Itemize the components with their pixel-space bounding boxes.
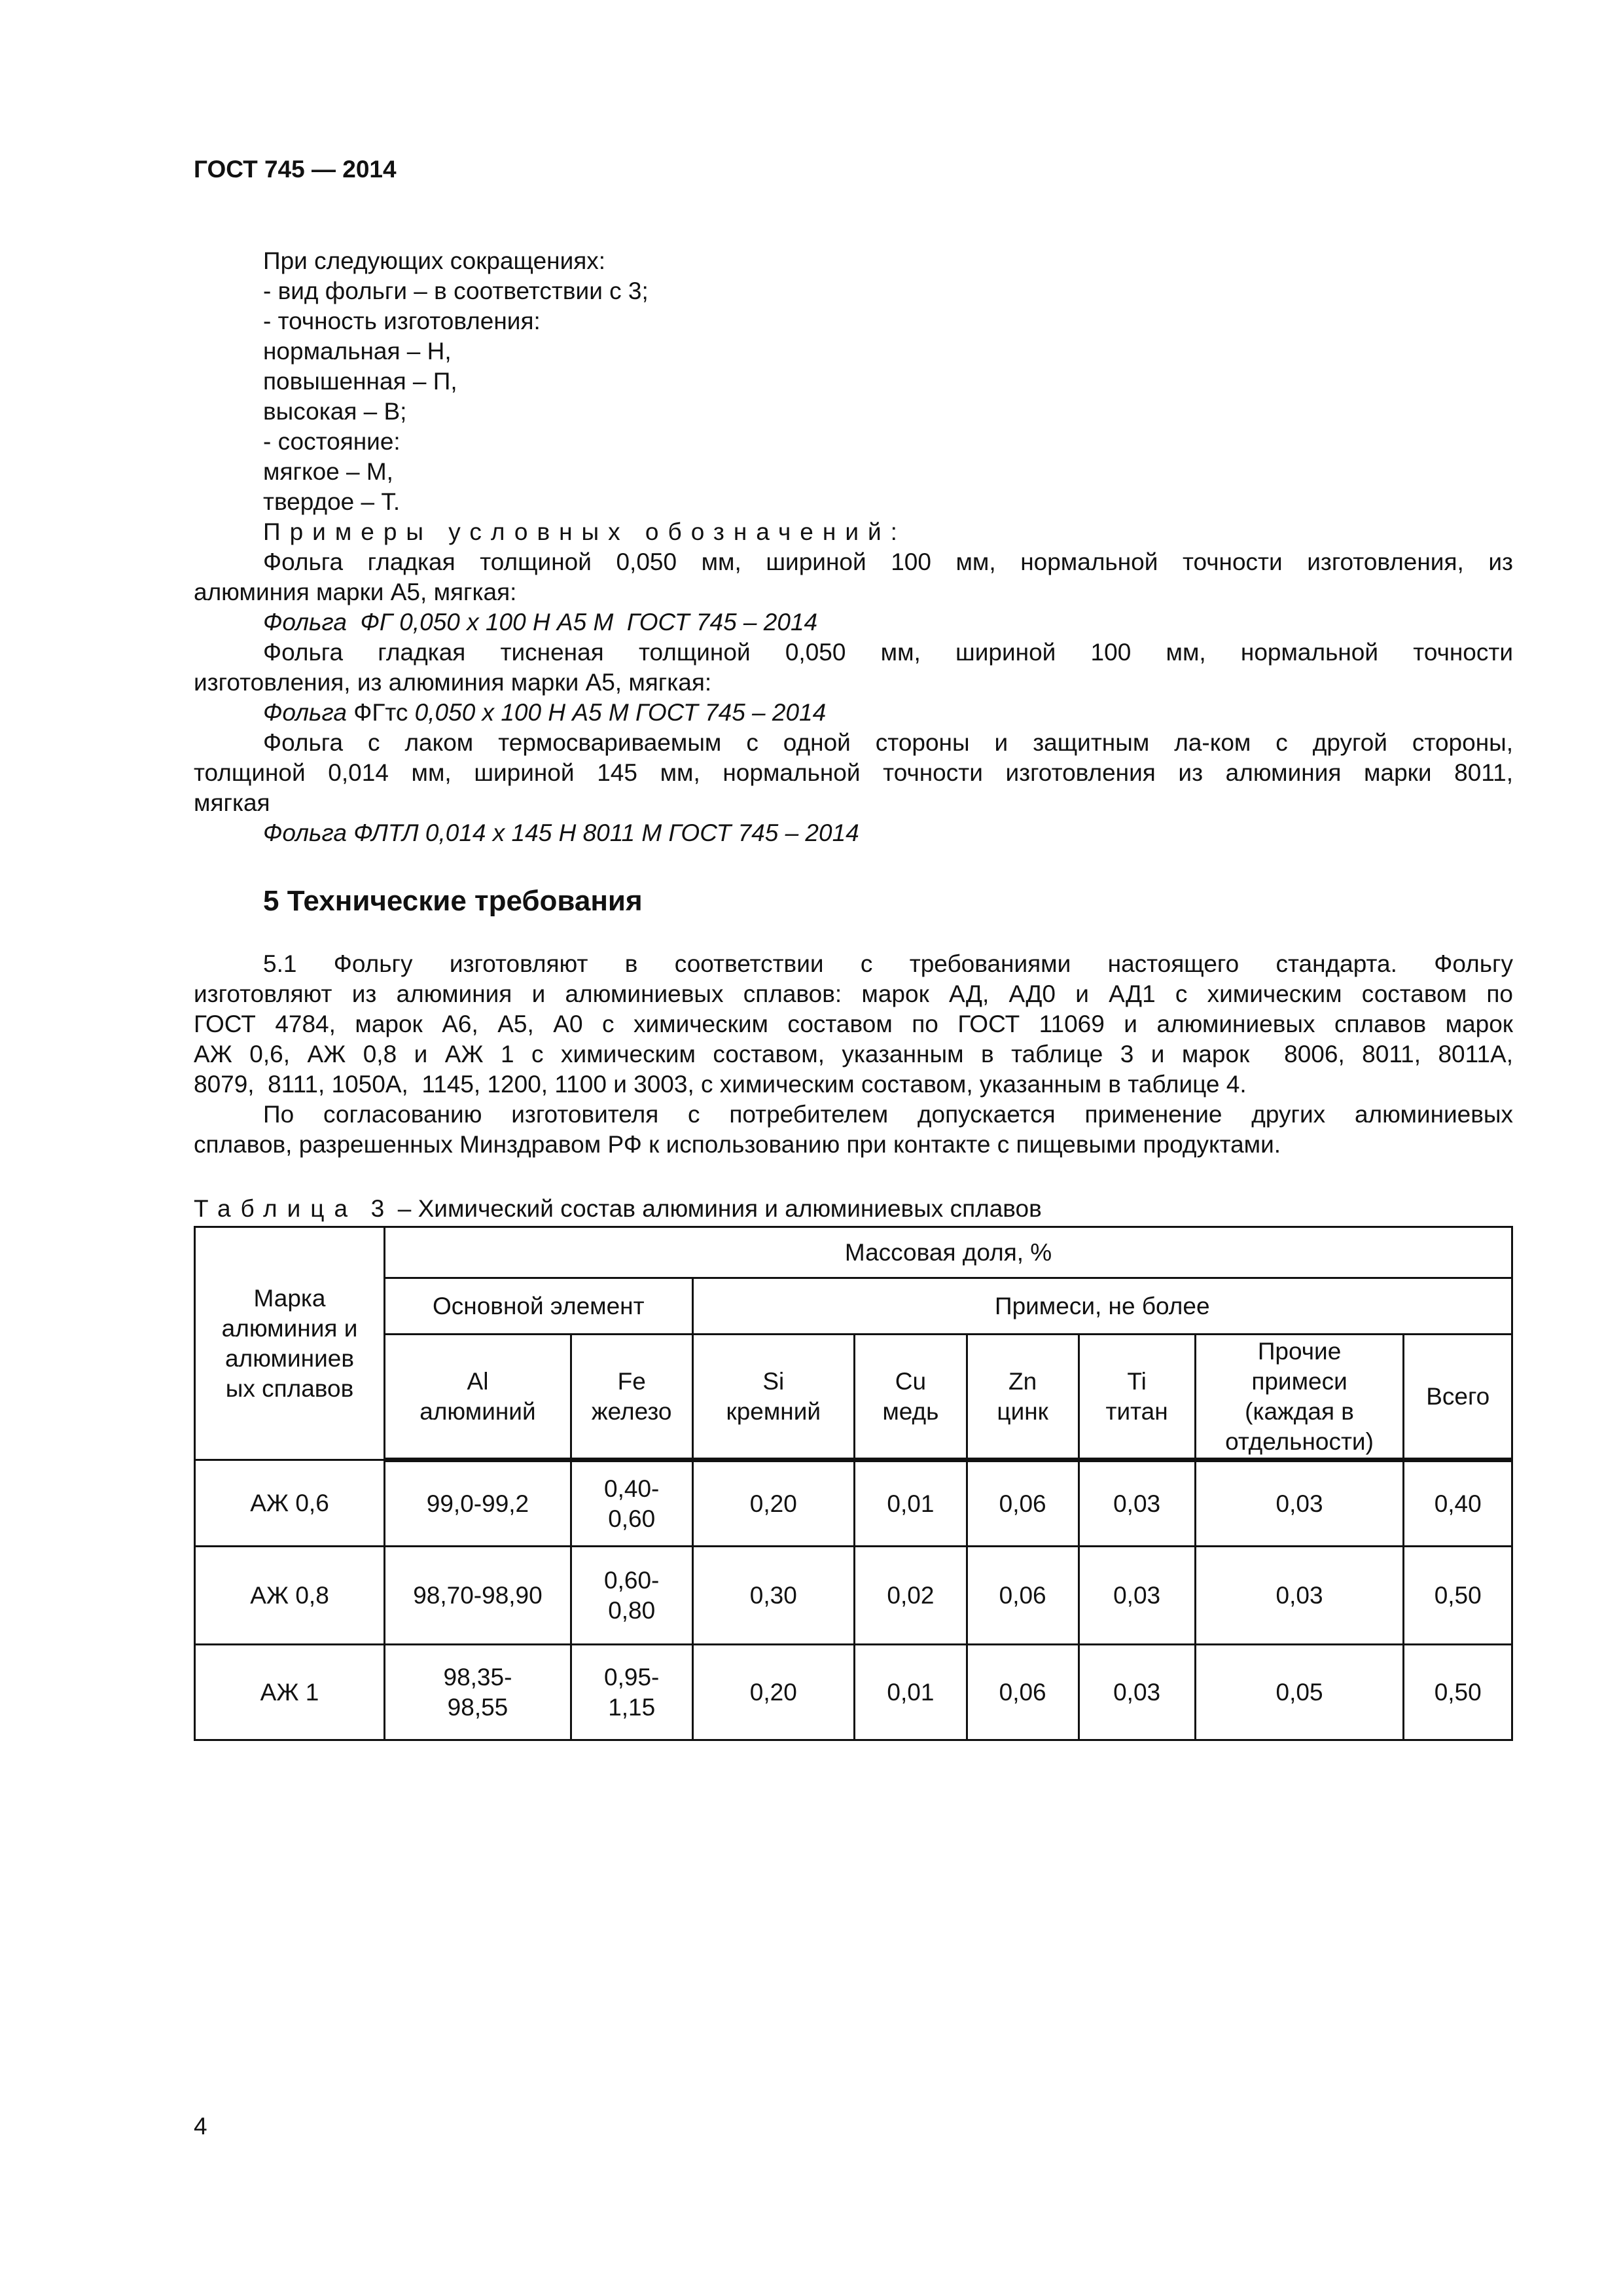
table-caption [194,1195,1042,1223]
table-cell: 0,50 [1404,1645,1512,1740]
example2-code [263,698,826,728]
example2-text: изготовления, из алюминия марки А5, мягкая: [194,669,712,696]
table-cell: 0,03 [1195,1547,1404,1645]
table-cell: 98,70-98,90 [385,1547,571,1645]
table-cell: 0,06 [967,1645,1079,1740]
section-title: 5 Технические требования [263,885,643,917]
example1-text: алюминия марки А5, мягкая: [194,579,517,605]
grade-header: Марка алюминия и алюминиев ых сплавов [195,1227,385,1460]
column-header: Al алюминий [385,1335,571,1460]
abbrev-line: мягкое – М, [263,458,393,485]
example3-text: толщиной 0,014 мм, шириной 145 мм, нормальной точности изготовления из алюминия марки 8011, [194,759,1513,786]
table-cell: 0,02 [855,1547,967,1645]
abbrev-line: твердое – Т. [263,488,401,515]
table-cell: 0,06 [967,1547,1079,1645]
column-header: Cu медь [855,1335,967,1460]
examples-title: Примеры условных обозначений: [263,518,906,545]
table-cell: 98,35-98,55 [385,1645,571,1740]
table-caption-text: 3 – Химический состав алюминия и алюминиевых сплавов [357,1195,1042,1222]
example3-code: Фольга ФЛТЛ 0,014 х 145 Н 8011 М ГОСТ 745 – 2014 [263,819,859,846]
paragraph-5-1-line: 5.1 Фольгу изготовляют в соответствии с требованиями настоящего стандарта. Фольгу [263,950,1513,977]
table-cell: 0,40-0,60 [571,1460,692,1547]
table-cell: 0,06 [967,1460,1079,1547]
table-row [195,1547,1512,1645]
example2-text: Фольга гладкая тисненая толщиной 0,050 мм, шириной 100 мм, нормальной точности [263,639,1513,666]
paragraph-agreement-line: сплавов, разрешенных Минздравом РФ к использованию при контакте с пищевыми продуктами. [194,1131,1281,1158]
table-row [195,1460,1512,1547]
column-header: Ti титан [1079,1335,1195,1460]
table-cell: АЖ 0,6 [195,1460,385,1547]
example2-code-a: Фольга [263,699,354,726]
main-element-header: Основной элемент [385,1278,692,1335]
example1-text: Фольга гладкая толщиной 0,050 мм, шириной 100 мм, нормальной точности изготовления, из [263,548,1513,575]
paragraph-5-1-line: АЖ 0,6, АЖ 0,8 и АЖ 1 с химическим составом, указанным в таблице 3 и марок 8006, 8011, 8011А, [194,1041,1513,1067]
column-header: Zn цинк [967,1335,1079,1460]
paragraph-5-1-line: изготовляют из алюминия и алюминиевых сплавов: марок АД, АД0 и АД1 с химическим составом по [194,980,1513,1007]
table-cell: 0,03 [1079,1645,1195,1740]
mass-fraction-header: Массовая доля, % [385,1227,1512,1278]
table-cell: 0,03 [1079,1460,1195,1547]
column-header: Всего [1404,1335,1512,1460]
table-cell: 0,20 [692,1460,855,1547]
example3-text: Фольга с лаком термосвариваемым с одной стороны и защитным ла-ком с другой стороны, [263,729,1513,756]
abbrev-line: повышенная – П, [263,368,457,395]
paragraph-5-1-line: ГОСТ 4784, марок А6, А5, А0 с химическим составом по ГОСТ 11069 и алюминиевых сплавов марок [194,1011,1513,1037]
abbrev-line: - точность изготовления: [263,308,541,334]
running-header: ГОСТ 745 — 2014 [194,156,397,183]
table-caption-word: Таблица [194,1195,358,1222]
column-header: Прочие примеси (каждая в отдельности) [1195,1335,1404,1460]
table-cell: 99,0-99,2 [385,1460,571,1547]
table-cell: 0,50 [1404,1547,1512,1645]
abbrev-line: - вид фольги – в соответствии с 3; [263,278,649,304]
paragraph-agreement-line: По согласованию изготовителя с потребителем допускается применение других алюминиевых [263,1101,1513,1128]
abbrev-line: высокая – В; [263,398,407,425]
example2-code-c: 0,050 х 100 Н А5 М ГОСТ 745 – 2014 [408,699,827,726]
table-cell: АЖ 1 [195,1645,385,1740]
table-cell: 0,05 [1195,1645,1404,1740]
example3-text: мягкая [194,789,270,816]
table-cell: 0,30 [692,1547,855,1645]
table-cell: 0,01 [855,1460,967,1547]
example2-code-b: ФГтс [353,699,408,726]
abbrev-line: При следующих сокращениях: [263,247,606,274]
abbrev-line: - состояние: [263,428,401,455]
table-cell: АЖ 0,8 [195,1547,385,1645]
table-cell: 0,60-0,80 [571,1547,692,1645]
column-header: Si кремний [692,1335,855,1460]
example1-code: Фольга ФГ 0,050 х 100 Н А5 М ГОСТ 745 – 2014 [263,609,818,636]
table-cell: 0,20 [692,1645,855,1740]
paragraph-5-1-line: 8079, 8111, 1050А, 1145, 1200, 1100 и 3003, с химическим составом, указанным в таблице 4. [194,1071,1247,1098]
table-cell: 0,01 [855,1645,967,1740]
abbrev-line: нормальная – Н, [263,338,452,365]
table-cell: 0,03 [1195,1460,1404,1547]
composition-table [194,1226,1513,1741]
table-row [195,1645,1512,1740]
table-cell: 0,40 [1404,1460,1512,1547]
table-cell: 0,95-1,15 [571,1645,692,1740]
page-number: 4 [194,2113,207,2140]
impurities-header: Примеси, не более [692,1278,1512,1335]
table-cell: 0,03 [1079,1547,1195,1645]
column-header: Fe железо [571,1335,692,1460]
